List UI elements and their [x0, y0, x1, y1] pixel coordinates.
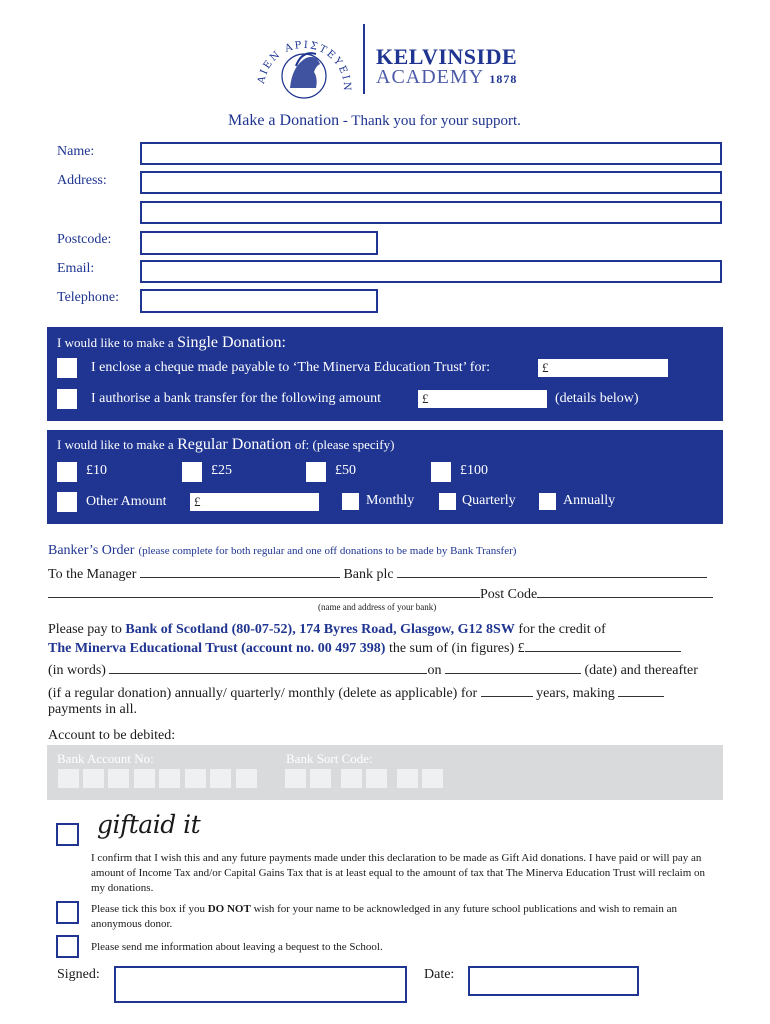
- account-digit-7[interactable]: [210, 769, 231, 788]
- address-label: Address:: [57, 173, 107, 188]
- telephone-label: Telephone:: [57, 290, 119, 305]
- anon-bold: DO NOT: [207, 903, 251, 915]
- single-heading-main: Single Donation:: [177, 334, 286, 351]
- sort-code-label: Bank Sort Code:: [286, 751, 373, 766]
- school-name: KELVINSIDE: [376, 44, 518, 69]
- bank-plc-label: Bank plc: [343, 567, 394, 582]
- anon-prefix: Please tick this box if you: [91, 903, 205, 915]
- regular-heading-suffix: of: (please specify): [294, 437, 395, 452]
- amount-25-checkbox[interactable]: [182, 462, 202, 482]
- amount-10-label: £10: [86, 463, 107, 478]
- name-field[interactable]: [140, 142, 722, 165]
- school-crest: [250, 18, 356, 108]
- email-label: Email:: [57, 261, 95, 276]
- payments-line[interactable]: [618, 684, 664, 697]
- regular-terms-row: [48, 684, 664, 702]
- in-words-label: (in words): [48, 663, 106, 678]
- bank-postcode-line[interactable]: [537, 585, 713, 598]
- cheque-checkbox[interactable]: [57, 358, 77, 378]
- in-words-line[interactable]: [109, 661, 427, 674]
- founding-year: 1878: [489, 72, 518, 86]
- account-no-label: Bank Account No:: [57, 751, 154, 766]
- years-making-label: years, making: [536, 686, 615, 701]
- postcode-field[interactable]: [140, 231, 378, 255]
- pay-to-bank: Bank of Scotland (80-07-52), 174 Byres Road, Glasgow, G12 8SW: [125, 622, 515, 637]
- address-field-1[interactable]: [140, 171, 722, 194]
- trust-account: The Minerva Educational Trust (account no. 00 497 398): [48, 641, 386, 656]
- sort-digit-4[interactable]: [366, 769, 387, 788]
- regular-line-a: (if a regular donation) annually/ quarterly/ monthly (delete as applicable) for: [48, 686, 478, 701]
- sort-digit-2[interactable]: [310, 769, 331, 788]
- transfer-amount-field[interactable]: £: [418, 390, 547, 408]
- single-heading-prefix: I would like to make a: [57, 335, 174, 350]
- amount-10-checkbox[interactable]: [57, 462, 77, 482]
- account-digit-2[interactable]: [83, 769, 104, 788]
- other-amount-checkbox[interactable]: [57, 492, 77, 512]
- account-digit-1[interactable]: [58, 769, 79, 788]
- name-label: Name:: [57, 144, 95, 159]
- cheque-amount-field[interactable]: £: [538, 359, 668, 377]
- pay-to-line-2: [48, 639, 738, 658]
- sum-figures-line[interactable]: [525, 639, 681, 652]
- email-field[interactable]: [140, 260, 722, 283]
- bank-address-line[interactable]: [48, 585, 480, 598]
- post-code-label: Post Code: [480, 587, 538, 602]
- regular-heading-main: Regular Donation: [177, 436, 292, 453]
- on-date-line[interactable]: [445, 661, 581, 674]
- date-field[interactable]: [468, 966, 639, 996]
- sum-figures-label: the sum of (in figures) £: [388, 641, 525, 656]
- bank-plc-line[interactable]: [397, 565, 707, 578]
- academy-word: ACADEMY: [376, 66, 484, 88]
- banker-heading-note: (please complete for both regular and one off donations to be made by Bank Transfer): [138, 545, 517, 557]
- page-title: [228, 112, 521, 130]
- sort-digit-6[interactable]: [422, 769, 443, 788]
- sort-digit-1[interactable]: [285, 769, 306, 788]
- anonymous-checkbox[interactable]: [56, 901, 79, 924]
- monthly-checkbox[interactable]: [342, 493, 359, 510]
- details-note: (details below): [555, 391, 639, 406]
- monthly-label: Monthly: [366, 493, 415, 508]
- in-words-row: [48, 661, 698, 679]
- amount-25-label: £25: [211, 463, 232, 478]
- account-digit-8[interactable]: [236, 769, 257, 788]
- regular-heading: [57, 436, 394, 454]
- anon-suffix: wish for your name to be acknowledged in any future school publications and wish to remain an anonymous donor.: [91, 903, 677, 930]
- bequest-text: Please send me information about leaving a bequest to the School.: [91, 941, 383, 953]
- to-manager-row: [48, 565, 707, 583]
- amount-50-label: £50: [335, 463, 356, 478]
- pay-to-line-1: [48, 621, 738, 639]
- telephone-field[interactable]: [140, 289, 378, 313]
- svg-text:ΑΙΕΝ ΑΡΙΣΤΕΥΕΙΝ: ΑΙΕΝ ΑΡΙΣΤΕΥΕΙΝ: [256, 39, 353, 93]
- banker-heading: [48, 541, 516, 559]
- pay-to-credit: for the credit of: [518, 622, 606, 637]
- amount-50-checkbox[interactable]: [306, 462, 326, 482]
- years-line[interactable]: [481, 684, 533, 697]
- transfer-label: I authorise a bank transfer for the following amount: [91, 391, 382, 406]
- date-thereafter-label: (date) and thereafter: [584, 663, 698, 678]
- cheque-label: I enclose a cheque made payable to ‘The Minerva Education Trust’ for:: [91, 360, 490, 375]
- quarterly-checkbox[interactable]: [439, 493, 456, 510]
- giftaid-logo: giftaid it: [97, 810, 201, 839]
- address-field-2[interactable]: [140, 201, 722, 224]
- pay-to-block: [48, 621, 738, 658]
- to-manager-label: To the Manager: [48, 567, 137, 582]
- on-label: on: [427, 663, 442, 678]
- manager-line[interactable]: [140, 565, 340, 578]
- giftaid-declaration: I confirm that I wish this and any future payments made under this declaration to be made as Gift Aid donations. I have paid or will pay an amount of Income Tax and/or Capital Gains Tax that is at least equal to the amount of tax that The Minerva Education Trust will reclaim on my donations.: [91, 852, 706, 894]
- signature-field[interactable]: [114, 966, 407, 1003]
- account-digit-5[interactable]: [159, 769, 180, 788]
- school-sub: [376, 66, 517, 89]
- quarterly-label: Quarterly: [462, 493, 516, 508]
- anonymous-text: [91, 902, 721, 932]
- name-address-note: (name and address of your bank): [318, 602, 437, 612]
- transfer-checkbox[interactable]: [57, 389, 77, 409]
- banker-heading-main: Banker’s Order: [48, 543, 135, 558]
- title-main: Make a Donation: [228, 112, 340, 129]
- other-amount-label: Other Amount: [86, 494, 167, 509]
- annually-label: Annually: [563, 493, 616, 508]
- pay-to-prefix: Please pay to: [48, 622, 122, 637]
- sort-digit-3[interactable]: [341, 769, 362, 788]
- signed-label: Signed:: [57, 967, 100, 982]
- single-heading: [57, 334, 286, 352]
- bequest-checkbox[interactable]: [56, 935, 79, 958]
- amount-100-checkbox[interactable]: [431, 462, 451, 482]
- account-digit-3[interactable]: [108, 769, 129, 788]
- regular-heading-prefix: I would like to make a: [57, 437, 174, 452]
- amount-100-label: £100: [460, 463, 488, 478]
- postcode-row: [48, 585, 713, 603]
- sort-digit-5[interactable]: [397, 769, 418, 788]
- giftaid-checkbox[interactable]: [56, 823, 79, 846]
- payments-all: payments in all.: [48, 702, 138, 717]
- annually-checkbox[interactable]: [539, 493, 556, 510]
- date-label: Date:: [424, 967, 455, 982]
- other-amount-field[interactable]: £: [190, 493, 319, 511]
- header-divider: [363, 24, 365, 94]
- account-digit-4[interactable]: [134, 769, 155, 788]
- postcode-label: Postcode:: [57, 232, 112, 247]
- account-debited-label: Account to be debited:: [48, 728, 176, 743]
- title-sub: - Thank you for your support.: [342, 113, 521, 129]
- account-digit-6[interactable]: [185, 769, 206, 788]
